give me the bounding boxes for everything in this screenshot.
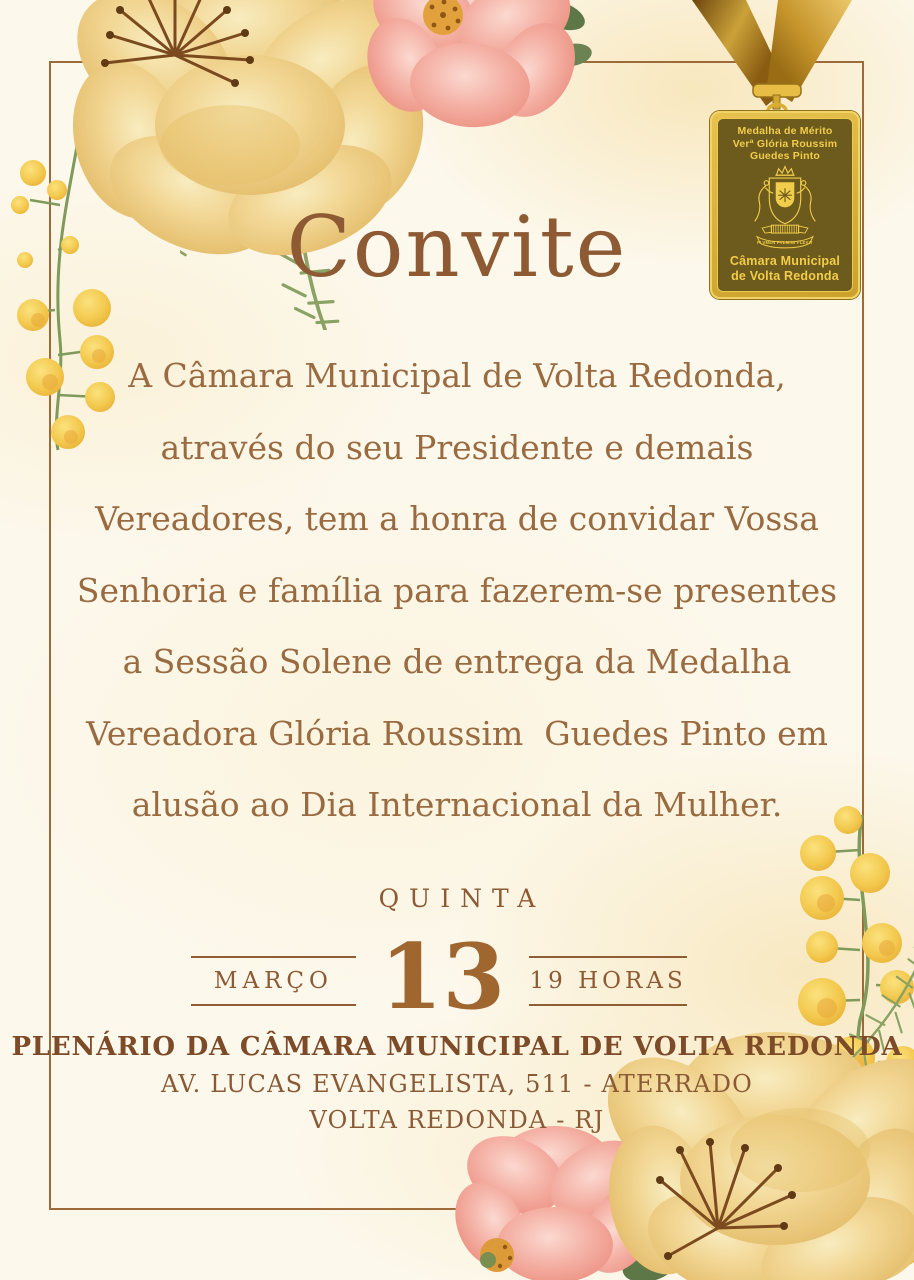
medal-title [733,125,838,163]
medal-org-line2: de Volta Redonda [731,269,839,283]
event-month: MARÇO [191,956,356,1006]
invitation-text-line: a Sessão Solene de entrega da Medalha [122,642,792,681]
pink-flower-top-left-illustration [340,0,620,145]
venue-city: VOLTA REDONDA - RJ [309,1106,605,1134]
medal-org-line1: Câmara Municipal [729,254,841,268]
event-time: 19 HORAS [529,956,687,1006]
invitation-text-line: Vereadora Glória Roussim Guedes Pinto em [86,713,828,753]
invitation-text-line: Vereadores, tem a honra de convidar Vossa [95,499,819,538]
invitation-title: Convite [286,198,628,296]
yellow-flower-bottom-right-illustration [540,1030,914,1280]
invitation-text-line: Senhoria e família para fazerem-se presentes [76,570,838,610]
venue-name: PLENÁRIO DA CÂMARA MUNICIPAL DE VOLTA REDONDA [11,1032,903,1062]
invitation-text-line: A Câmara Municipal de Volta Redonda, [128,356,786,395]
venue-address: AV. LUCAS EVANGELISTA, 511 - ATERRADO [160,1070,754,1098]
invitation-text-line: através do seu Presidente e demais [160,427,754,467]
medal-title-line2: Verª Glória Roussim [732,137,838,150]
event-weekday: QUINTA [378,884,546,913]
invitation-text-line: alusão ao Dia Internacional da Mulher. [131,785,783,824]
medal-title-line3: Guedes Pinto [749,150,821,162]
medal-title-line1: Medalha de Mérito [737,125,833,137]
invitation-body [0,340,914,841]
event-date-row [0,924,896,1030]
event-day: 13 [379,924,506,1030]
medal-motto: FLVMEN FVLMINI FLEXIT [757,239,813,245]
